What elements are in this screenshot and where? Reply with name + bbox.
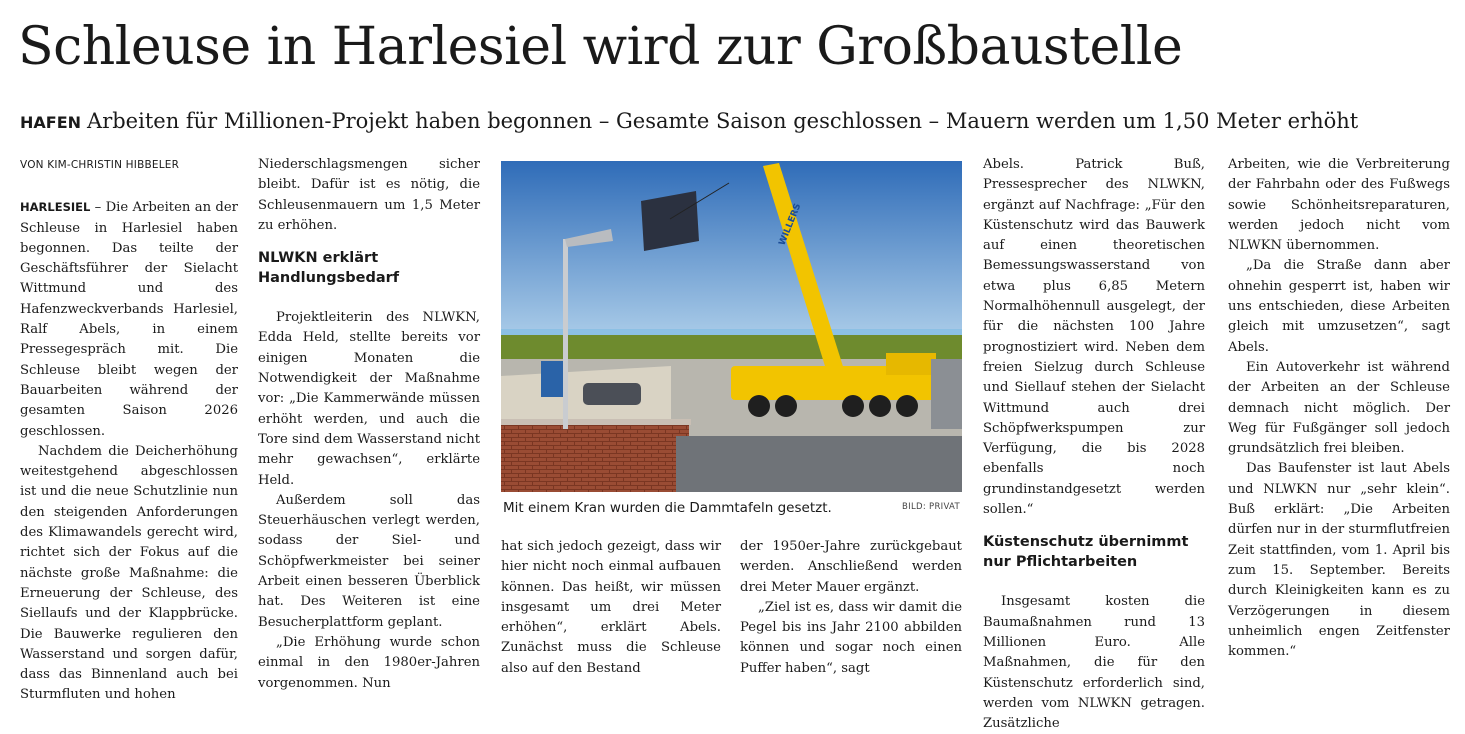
paragraph-text: – Die Arbeiten an der Schleuse in Harlesiel haben begonnen. Das teilte der Geschäftsführer der Sielacht Wittmund und des Hafenzweckverbands Harlesiel, Ralf Abels, in einem Pressegespräch mit. Die Schleuse bleibt wegen der Bauarbeiten während der gesamten Saison 2026 geschlossen.: [20, 200, 238, 439]
paragraph: hat sich jedoch gezeigt, dass wir hier nicht noch einmal aufbauen können. Das heißt, wir müssen insgesamt um drei Meter erhöhen“, erklärt Abels. Zunächst muss die Schleuse also auf den Bestand: [501, 539, 721, 676]
byline: VON KIM-CHRISTIN HIBBELER: [20, 159, 180, 171]
section-heading-line: nur Pflichtarbeiten: [983, 554, 1138, 571]
photo-credit: BILD: PRIVAT: [902, 502, 960, 512]
sky: [501, 161, 962, 336]
lock-basin: [676, 436, 962, 492]
paragraph: „Die Erhöhung wurde schon einmal in den 1980er-Jahren vorgenommen. Nun: [258, 634, 480, 691]
section-heading-line: Handlungsbedarf: [258, 270, 400, 287]
photo-caption: Mit einem Kran wurden die Dammtafeln gesetzt.: [503, 500, 832, 516]
dateline: HARLESIEL: [20, 200, 91, 215]
headline: Schleuse in Harlesiel wird zur Großbaustelle: [18, 17, 1183, 77]
article-column-4: [740, 537, 962, 679]
article-column-6: [1228, 155, 1450, 662]
article-photo: [501, 161, 962, 492]
crane-photo-illustration: [501, 161, 962, 492]
crane-logo-text: WILLERS: [777, 202, 804, 248]
paragraph: Das Baufenster ist laut Abels und NLWKN nur „sehr klein“. Buß erklärt: „Die Arbeiten dürfen nur in der sturmflutfreien Zeit stattfinden, vom 1. April bis zum 15. September. Bereits durch Kleinigkeiten kann es zu Verzögerungen in diesem unheimlich engen Zeitfenster kommen.“: [1228, 461, 1450, 660]
article-column-2: [258, 155, 480, 694]
street-lamp-pole: [563, 239, 568, 429]
subhead-text: Arbeiten für Millionen-Projekt haben begonnen – Gesamte Saison geschlossen – Mauern werden um 1,50 Meter erhöht: [87, 109, 1359, 133]
paragraph: „Ziel ist es, dass wir damit die Pegel bis ins Jahr 2100 abbilden können und sogar noch einen Puffer haben“, sagt: [740, 599, 962, 676]
crane-cab: [886, 353, 936, 375]
paragraph: Niederschlagsmengen sicher bleibt. Dafür ist es nötig, die Schleusenmauern um 1,5 Meter zu erhöhen.: [258, 157, 480, 233]
paragraph: [20, 197, 238, 442]
section-heading-line: NLWKN erklärt: [258, 250, 379, 267]
subhead-kicker: HAFEN: [20, 113, 82, 132]
wall-coping: [501, 419, 691, 425]
article-column-3: [501, 537, 721, 679]
paragraph: Außerdem soll das Steuerhäuschen verlegt werden, sodass der Siel- und Schöpfwerkmeister bei seiner Arbeit einen besseren Überblick hat. Des Weiteren ist eine Besucherplattform geplant.: [258, 492, 480, 630]
dam-panel: [641, 191, 699, 251]
section-heading: [258, 248, 480, 288]
paragraph: Insgesamt kosten die Baumaßnahmen rund 13 Millionen Euro. Alle Maßnahmen, die für den Küstenschutz erforderlich sind, werden vom NLWKN getragen. Zusätzliche: [983, 594, 1205, 732]
section-heading-line: Küstenschutz übernimmt: [983, 534, 1189, 551]
lock-equipment: [931, 359, 962, 429]
section-heading: [983, 532, 1205, 572]
paragraph: Abels. Patrick Buß, Pressesprecher des NLWKN, ergänzt auf Nachfrage: „Für den Küstenschutz wird das Bauwerk auf einen theoretischen Bemessungswasserstand von etwa plus 6,85 Metern Normalhöhennull ausgelegt, der für die nächsten 100 Jahre prognostiziert wird. Neben dem freien Sielzug durch Schleuse und Siellauf stehen der Sielacht Wittmund auch drei Schöpfwerkspumpen zur Verfügung, die bis 2028 ebenfalls noch grundinstandgesetzt werden sollen.“: [983, 157, 1205, 518]
brick-wall: [501, 423, 689, 492]
photo-caption-bar: [501, 498, 962, 522]
parked-car: [583, 383, 641, 405]
paragraph: der 1950er-Jahre zurückgebaut werden. Anschließend werden drei Meter Mauer ergänzt.: [740, 539, 962, 595]
paragraph: „Da die Straße dann aber ohnehin gesperrt ist, haben wir uns entschieden, diese Arbeiten gleich mit umzusetzen“, sagt Abels.: [1228, 258, 1450, 355]
paragraph: Arbeiten, wie die Verbreiterung der Fahrbahn oder des Fußwegs sowie Schönheitsreparaturen, werden jedoch nicht vom NLWKN übernommen.: [1228, 157, 1450, 254]
paragraph: Nachdem die Deicherhöhung weitestgehend abgeschlossen ist und die neue Schutzlinie nun den steigenden Anforderungen des Klimawandels gerecht wird, richtet sich der Fokus auf die nächste große Maßnahme: die Erneuerung der Schleuse, des Siellaufs und der Klappbrücke. Die Bauwerke regulieren den Wasserstand und sorgen dafür, dass das Binnenland auch bei Sturmfluten und hohen: [20, 443, 238, 703]
paragraph: Ein Autoverkehr ist während der Arbeiten an der Schleuse demnach nicht möglich. Der Weg für Fußgänger soll jedoch grundsätzlich frei bleiben.: [1228, 359, 1450, 457]
article-column-5: [983, 155, 1205, 734]
article-column-1: [20, 155, 238, 706]
subheadline: [20, 106, 1358, 138]
portable-toilet: [541, 361, 563, 397]
paragraph: Projektleiterin des NLWKN, Edda Held, stellte bereits vor einigen Monaten die Notwendigkeit der Maßnahme vor: „Die Kammerwände müssen erhöht werden, und auch die Tore sind dem Wasserstand nicht mehr gewachsen“, erklärte Held.: [258, 310, 480, 488]
